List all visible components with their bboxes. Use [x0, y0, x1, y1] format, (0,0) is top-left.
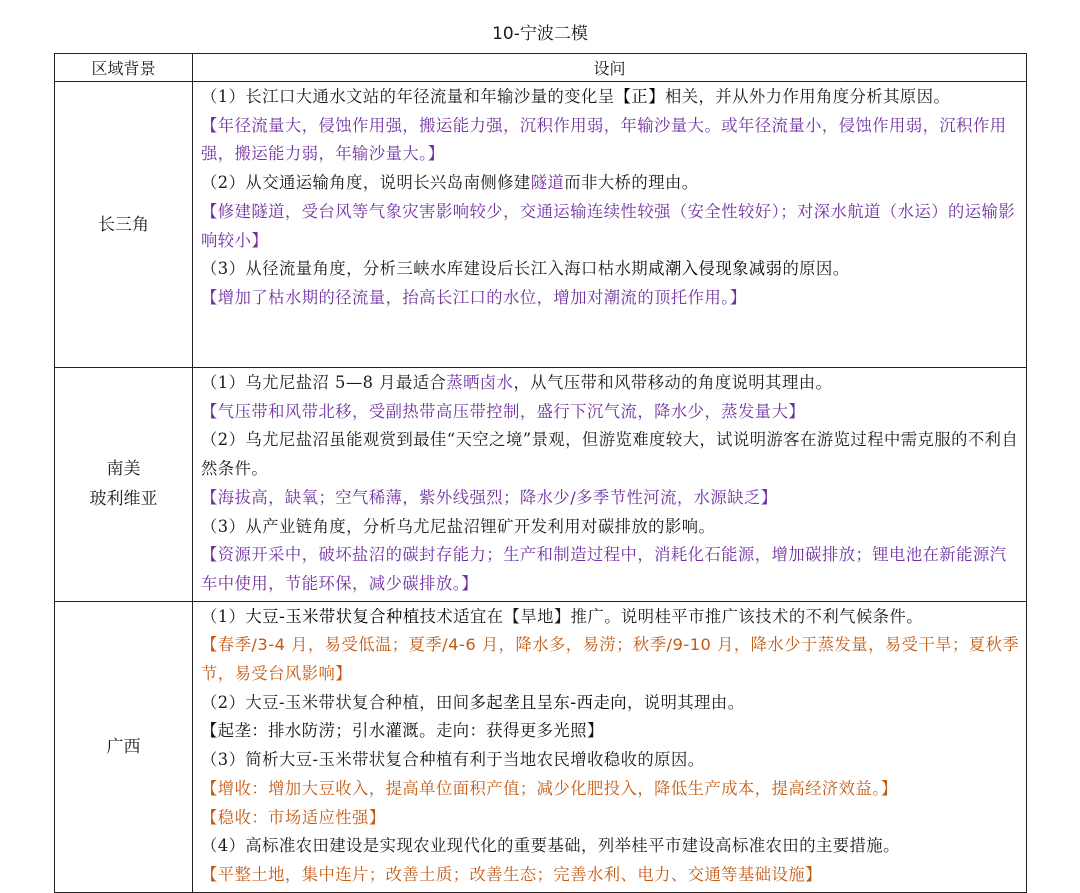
- question-keyword: 多起垄且呈东-西走向: [469, 692, 628, 712]
- question-table: [54, 53, 1027, 893]
- question-text-part: （1）乌尤尼盐沼 5—8 月最适合: [201, 373, 447, 392]
- question-text-part: 技术适宜在【旱地】推广。说明桂平市推广该技术的不利气候条件。: [419, 606, 924, 626]
- region-cell: [55, 601, 193, 892]
- question-text-part: 的原因。: [782, 259, 850, 279]
- question-text: [201, 603, 1020, 632]
- answer-text: 【稳收：市场适应性强】: [201, 807, 386, 827]
- question-text-part: （4）高标准农田建设是实现农业现代化的重要基础，列举桂平市建设高标准农田的主要措施。: [201, 836, 900, 856]
- question-text-part: （2）从交通运输角度，说明长兴岛南侧修建: [201, 173, 531, 193]
- question-keyword: 【正】: [614, 87, 665, 106]
- answer-text: 【年径流量大，侵蚀作用强，搬运能力强，沉积作用弱，年输沙量大。或年径流量小，侵蚀作用弱，沉积作用强，搬运能力弱，年输沙量大。】: [201, 115, 1007, 164]
- question-header: 设问: [193, 54, 1027, 82]
- question-text: [201, 746, 1020, 775]
- region-label: 长三角: [98, 214, 149, 235]
- region-label: 玻利维亚: [89, 489, 158, 510]
- question-text-part: 而非大桥的理由。: [564, 173, 699, 193]
- question-cell: [193, 601, 1027, 892]
- question-text: [201, 369, 1020, 398]
- question-cell: [193, 368, 1027, 602]
- table-row: [55, 601, 1027, 892]
- region-label: 广西: [106, 736, 141, 757]
- question-text-part: ，说明其理由。: [627, 692, 745, 712]
- answer-text: 【增收：增加大豆收入，提高单位面积产值；减少化肥投入，降低生产成本，提高经济效益。】: [201, 778, 898, 798]
- question-keyword: 大豆-玉米带状复合种植: [245, 606, 420, 626]
- question-text: [201, 832, 1020, 861]
- table-row: [55, 368, 1027, 602]
- answer-text: 【起垄：排水防涝；引水灌溉。走向：获得更多光照】: [201, 721, 604, 741]
- question-text: [201, 83, 1020, 112]
- table-header-row: [55, 54, 1027, 82]
- answer-text: 【春季/3-4 月，易受低温；夏季/4-6 月，降水多，易涝；秋季/9-10 月，降水少于蒸发量，易受干旱；夏秋季节，易受台风影响】: [201, 635, 1020, 684]
- question-text: [201, 255, 1020, 284]
- region-label: 南美: [106, 459, 141, 480]
- question-keyword: 隧道: [530, 173, 565, 193]
- region-cell: [55, 368, 193, 602]
- question-text: [201, 169, 1020, 198]
- question-text-part: （2）大豆-玉米带状复合种植，田间: [201, 692, 470, 712]
- question-text-part: 相关，并从外力作用角度分析其原因。: [664, 87, 951, 106]
- question-text-part: （1）: [201, 606, 246, 626]
- table-row: [55, 82, 1027, 368]
- answer-text: 【增加了枯水期的径流量，抬高长江口的水位，增加对潮流的顶托作用。】: [201, 287, 747, 307]
- question-text-part: （3）从产业链角度，分析乌尤尼盐沼锂矿开发利用对碳排放的影响。: [201, 516, 716, 536]
- question-cell: [193, 82, 1027, 368]
- question-text-part: （3）简析大豆-玉米带状复合种植有利于当地农民增收稳收的原因。: [201, 750, 705, 770]
- answer-text: 【修建隧道，受台风等气象灾害影响较少，交通运输连续性较强（安全性较好）；对深水航道（水运）的运输影响较小】: [201, 201, 1016, 250]
- question-text: [201, 689, 1020, 718]
- answer-text: 【平整土地，集中连片；改善土质；改善生态；完善水利、电力、交通等基础设施】: [201, 864, 822, 884]
- answer-text: 【海拔高，缺氧；空气稀薄，紫外线强烈；降水少/多季节性河流，水源缺乏】: [201, 487, 778, 507]
- answer-text: 【气压带和风带北移，受副热带高压带控制，盛行下沉气流，降水少，蒸发量大】: [201, 401, 806, 421]
- table-body: [55, 82, 1027, 893]
- question-text-part: （3）从径流量角度，分析三峡水库建设后长江入海口枯水期: [201, 259, 649, 279]
- question-keyword: 蒸晒卤水: [446, 373, 514, 392]
- answer-text: 【资源开采中，破坏盐沼的碳封存能力；生产和制造过程中，消耗化石能源，增加碳排放；锂电池在新能源汽车中使用，节能环保，减少碳排放。】: [201, 545, 1007, 593]
- region-header: 区域背景: [55, 54, 193, 82]
- question-text: [201, 426, 1020, 483]
- question-text-part: （2）乌尤尼盐沼虽能观赏到最佳“天空之境”景观，但游览难度较大，试说明游客在游览过程中需克服的不利自然条件。: [201, 430, 1019, 479]
- region-cell: [55, 82, 193, 368]
- question-text-part: ，从气压带和风带移动的角度说明其理由。: [513, 373, 833, 392]
- question-keyword: 咸潮入侵现象减弱: [648, 259, 783, 279]
- question-text: [201, 513, 1020, 542]
- page-title: 10-宁波二模: [492, 24, 588, 44]
- question-text-part: （1）长江口大通水文站的年径流量和年输沙量的变化呈: [201, 87, 615, 106]
